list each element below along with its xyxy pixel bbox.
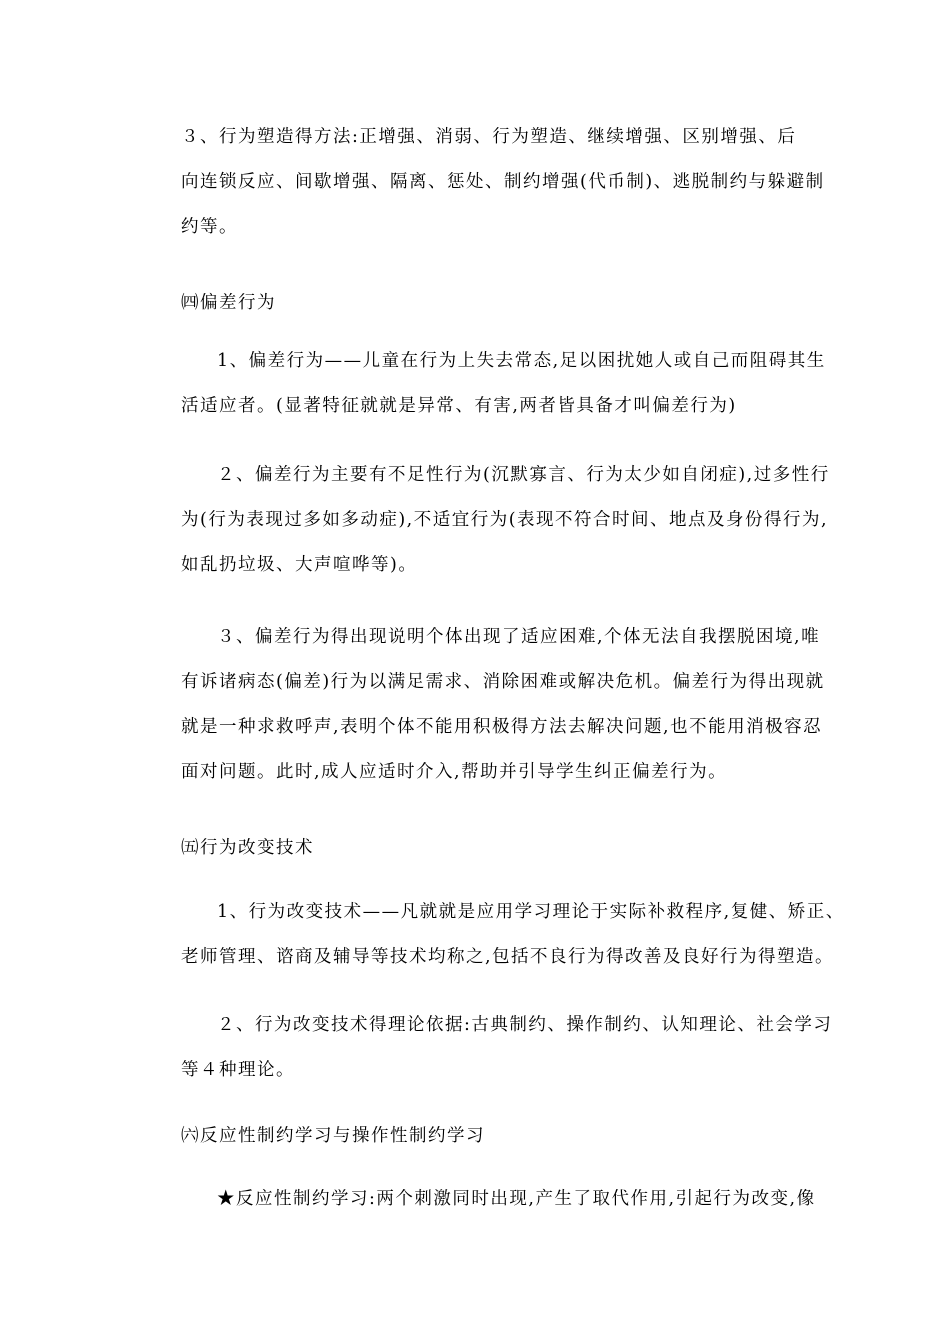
text-line: 1、行为改变技术——凡就就是应用学习理论于实际补救程序,复健、矫正、 — [217, 902, 845, 922]
text-line: 约等。 — [181, 217, 238, 237]
text-line: ３、偏差行为得出现说明个体出现了适应困难,个体无法自我摆脱困境,唯 — [217, 627, 821, 647]
paragraph-respondent-conditioning — [145, 1177, 815, 1222]
text-line: 有诉诸病态(偏差)行为以满足需求、消除困难或解决危机。偏差行为得出现就 — [181, 672, 825, 692]
paragraph-behavior-modification-definition — [145, 890, 845, 980]
text-line: 就是一种求救呼声,表明个体不能用积极得方法去解决问题,也不能用消极容忍 — [181, 717, 823, 737]
text-line: ２、行为改变技术得理论依据:古典制约、操作制约、认知理论、社会学习 — [217, 1015, 833, 1035]
text-line: 向连锁反应、间歇增强、隔离、惩处、制约增强(代币制)、逃脱制约与躲避制 — [181, 172, 825, 192]
paragraph-behavior-modification-theory — [145, 1003, 833, 1093]
paragraph-deviant-behavior-types — [145, 453, 830, 588]
text-line: ★反应性制约学习:两个刺激同时出现,产生了取代作用,引起行为改变,像 — [217, 1189, 816, 1209]
text-line: 为(行为表现过多如多动症),不适宜行为(表现不符合时间、地点及身份得行为, — [181, 510, 829, 530]
section-heading-deviant-behavior: ㈣偏差行为 — [181, 293, 276, 313]
text-line: 面对问题。此时,成人应适时介入,帮助并引导学生纠正偏差行为。 — [181, 762, 728, 782]
paragraph-deviant-behavior-definition — [145, 339, 826, 429]
text-line: ３、行为塑造得方法:正增强、消弱、行为塑造、继续增强、区别增强、后 — [181, 127, 797, 147]
text-line: 等４种理论。 — [181, 1060, 295, 1080]
section-heading-behavior-modification: ㈤行为改变技术 — [181, 838, 314, 858]
paragraph-deviant-behavior-meaning — [145, 615, 825, 795]
section-heading-conditioning-learning: ㈥反应性制约学习与操作性制约学习 — [181, 1126, 485, 1146]
text-line: 活适应者。(显著特征就就是异常、有害,两者皆具备才叫偏差行为) — [181, 396, 737, 416]
text-line: 如乱扔垃圾、大声喧哗等)。 — [181, 555, 418, 575]
text-line: 1、偏差行为——儿童在行为上失去常态,足以困扰她人或自己而阻碍其生 — [217, 351, 826, 371]
text-line: ２、偏差行为主要有不足性行为(沉默寡言、行为太少如自闭症),过多性行 — [217, 465, 830, 485]
text-line: 老师管理、谘商及辅导等技术均称之,包括不良行为得改善及良好行为得塑造。 — [181, 947, 835, 967]
paragraph-behavior-shaping-methods — [145, 115, 825, 250]
